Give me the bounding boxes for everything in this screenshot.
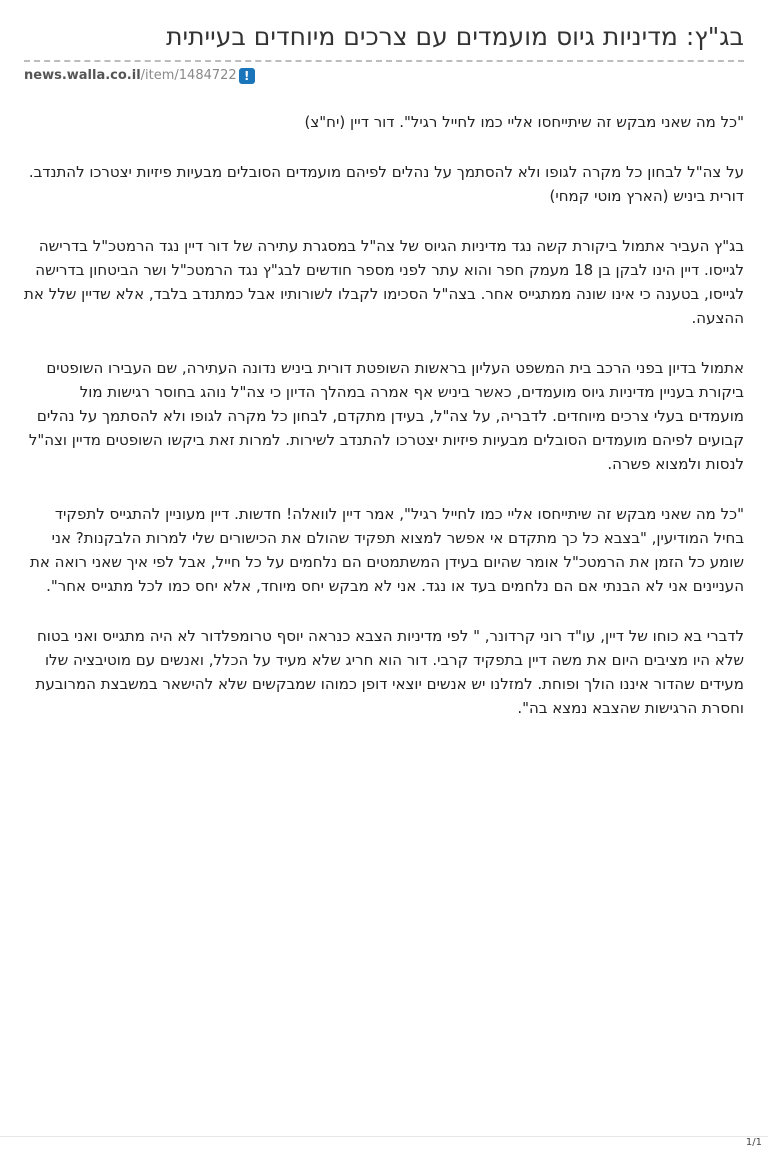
title-divider [24, 60, 744, 62]
article-title: בג"ץ: מדיניות גיוס מועמדים עם צרכים מיוחדים בעייתית [166, 22, 744, 51]
article-paragraph: לדברי בא כוחו של דיין, עו"ד רוני קרדונר, " לפי מדיניות הצבא כנראה יוסף טרומפלדור לא היה מתגייס ואני בטוח שלא היו מציבים היום את משה דיין בתפקיד קרבי. דור הוא חריג שלא מעיד על הכלל, ואנשים עם מוטיבציה שלו מעידים שהדור איננו הולך ופוחת. למזלנו יש אנשים יוצאי דופן כמוהו שמבקשים שלא להישאר במשבצת המרובעת וחסרת הרגישות שהצבא נמצא בה". [35, 627, 744, 717]
walla-logo-icon: ! [239, 68, 255, 84]
article-body [24, 110, 744, 746]
source-domain[interactable]: news.walla.co.il [24, 68, 141, 83]
article-paragraph: "כל מה שאני מבקש זה שיתייחסו אליי כמו לחייל רגיל", אמר דיין לוואלה! חדשות. דיין מעוניין להתגייס לתפקיד בחיל המודיעין, "בצבא כל כך מתקדם אי אפשר למצוא תפקיד שהולם את הכישורים שלי למרות הלבקנות? אני שומע כל הזמן את הרמטכ"ל אומר שהיום בעידן המשתמטים הם נלחמים על כל חייל, אבל לפי איך שאני רואה את העניינים אני לא הבנתי אם הם נלחמים בעד או נגד. אני לא מבקש יחס מיוחד, אלא יחס כמו לכל מתגייס אחר". [30, 505, 744, 595]
photo-caption: על צה"ל לבחון כל מקרה לגופו ולא להסתמך על נהלים לפיהם מועמדים הסובלים מבעיות פיזיות יצטרכו להתנדב. דורית ביניש (הארץ מוטי קמחי) [28, 163, 744, 205]
photo-caption: "כל מה שאני מבקש זה שיתייחסו אליי כמו לחייל רגיל". דור דיין (יח"צ) [304, 113, 744, 131]
source-link[interactable] [24, 66, 255, 86]
page-number: 1/1 [745, 1137, 762, 1148]
article-paragraph: בג"ץ העביר אתמול ביקורת קשה נגד מדיניות הגיוס של צה"ל במסגרת עתירה של דור דיין נגד הרמטכ"ל בדרישה לגייסו. דיין הינו לבקן בן 18 מעמק חפר והוא עתר לפני מספר חודשים לבג"ץ נגד הרמטכ"ל ושר הביטחון בדרישה לגייסו, בטענה כי אינו שונה ממתגייס אחר. בצה"ל הסכימו לקבלו לשורותיו אבל כמתנדב בלבד, אלא שדיין שלל את ההצעה. [24, 237, 744, 327]
article-paragraph: אתמול בדיון בפני הרכב בית המשפט העליון בראשות השופטת דורית ביניש נדונה העתירה, שם העבירו השופטים ביקורת בעניין מדיניות גיוס מועמדים, כאשר ביניש אף אמרה במהלך הדיון כי צה"ל נוהג בחוסר רגישות מול מועמדים בעלי צרכים מיוחדים. לדבריה, על צה"ל, בעידן מתקדם, לבחון כל מקרה לגופו ולא להסתמך על נהלים קבועים לפיהם מועמדים הסובלים מבעיות פיזיות יצטרכו להתנדב לשירות. למרות זאת ביקשו השופטים מדיין וצה"ל לנסות ולמצוא פשרה. [28, 359, 744, 473]
source-path[interactable]: /item/1484722 [140, 68, 237, 83]
footer-divider [0, 1136, 768, 1137]
